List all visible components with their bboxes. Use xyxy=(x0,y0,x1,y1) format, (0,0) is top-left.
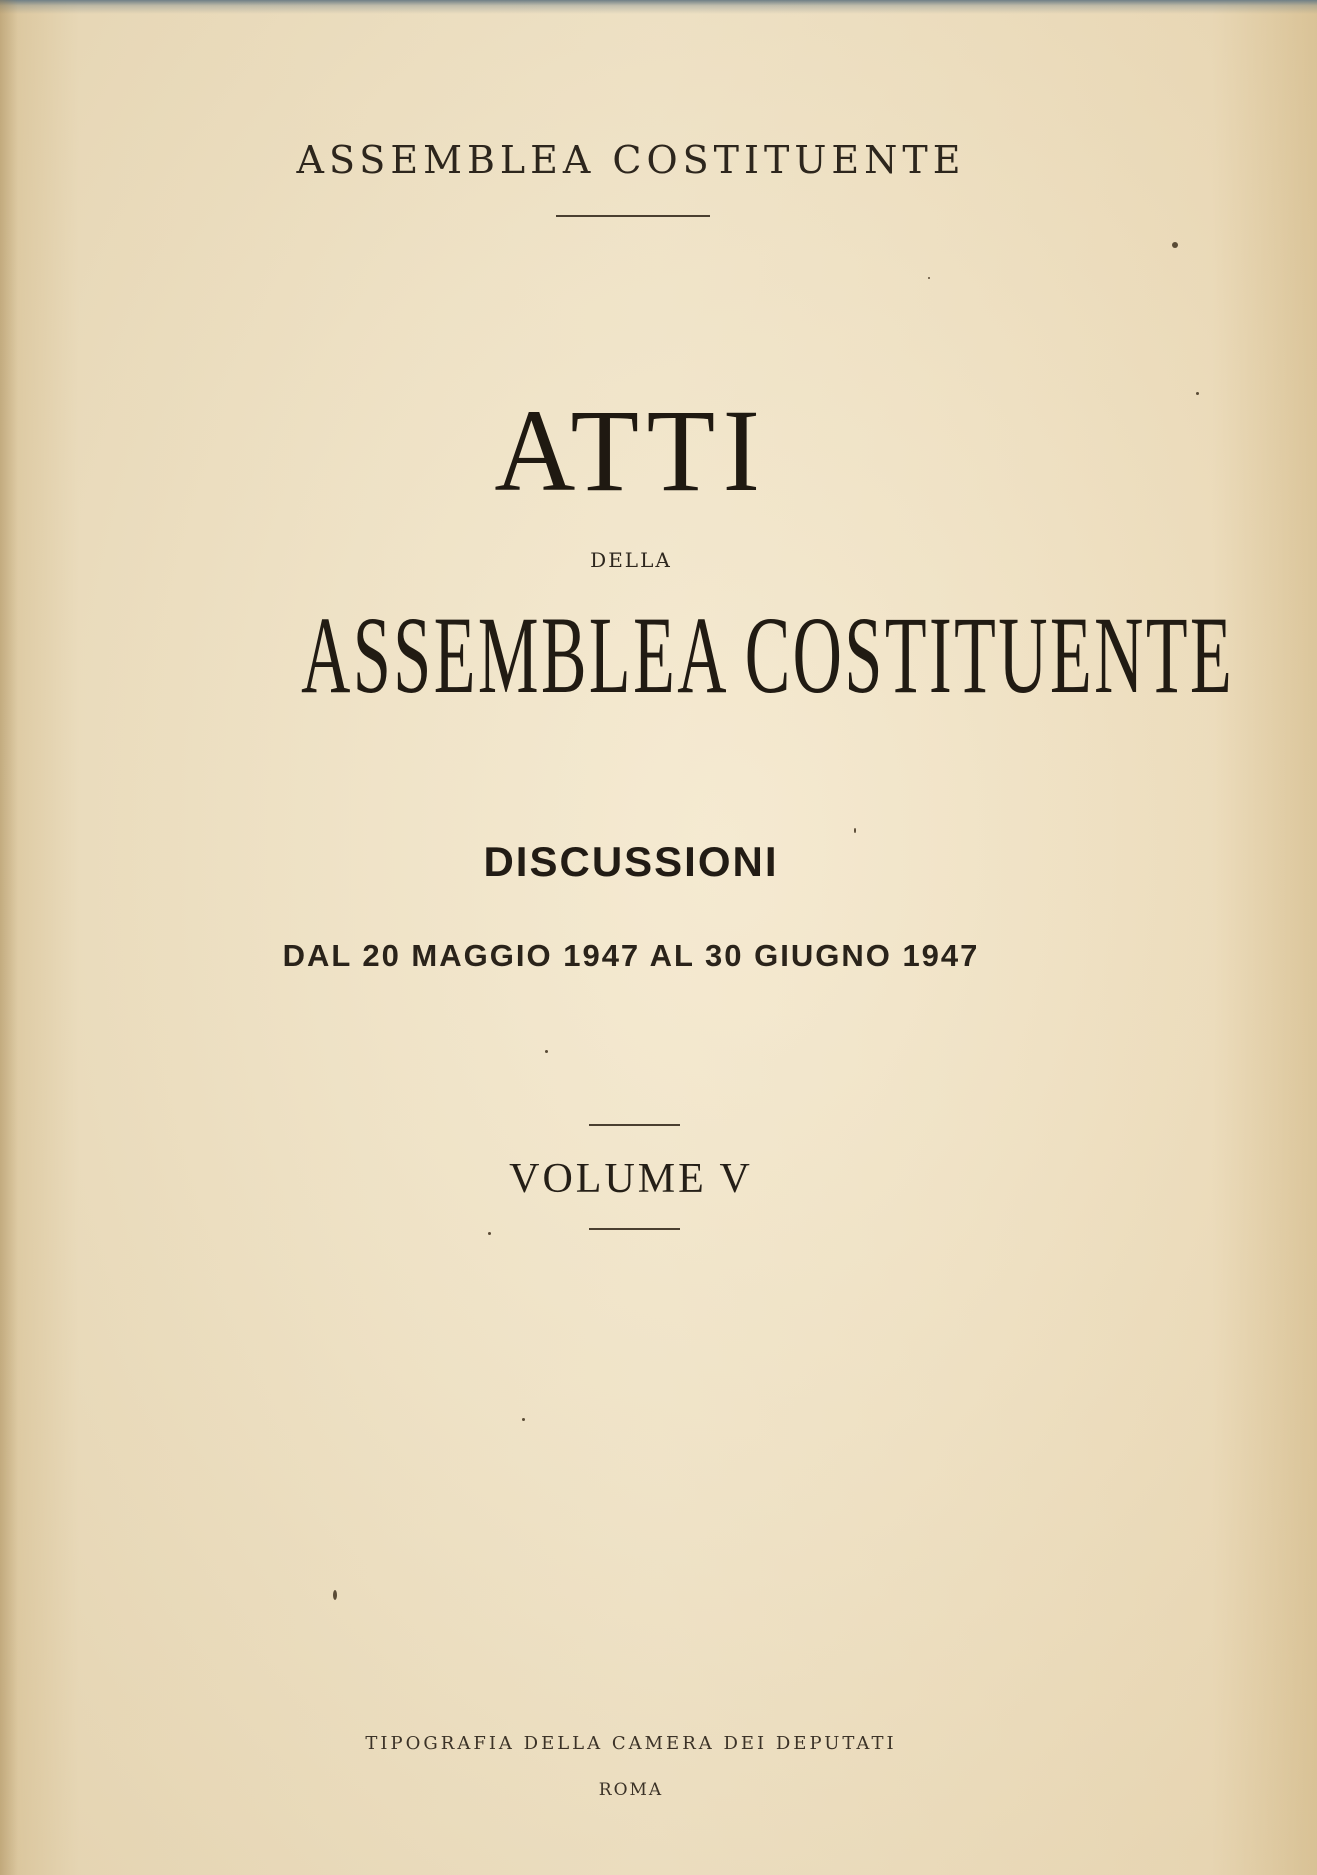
title-connector: DELLA xyxy=(590,548,672,572)
imprint-place: ROMA xyxy=(598,1780,664,1800)
paper-speck xyxy=(488,1232,491,1235)
section-title: DISCUSSIONI xyxy=(483,838,779,885)
date-range: DAL 20 MAGGIO 1947 AL 30 GIUGNO 1947 xyxy=(282,938,980,973)
volume-rule-top xyxy=(589,1124,680,1126)
volume-rule-bottom xyxy=(589,1228,680,1230)
paper-speck xyxy=(522,1418,525,1421)
paper-speck xyxy=(928,277,930,279)
paper-speck xyxy=(1172,242,1178,248)
title-body: ASSEMBLEA COSTITUENTE xyxy=(301,594,1235,716)
title-main: ATTI xyxy=(494,385,768,516)
paper-speck xyxy=(333,1590,337,1600)
paper-speck xyxy=(1196,392,1199,395)
paper-speck xyxy=(854,828,856,833)
running-head: ASSEMBLEA COSTITUENTE xyxy=(296,138,966,182)
paper-speck xyxy=(545,1050,548,1053)
header-divider xyxy=(556,215,710,217)
printer-imprint: TIPOGRAFIA DELLA CAMERA DEI DEPUTATI xyxy=(365,1733,897,1754)
volume-label: VOLUME V xyxy=(509,1156,753,1202)
